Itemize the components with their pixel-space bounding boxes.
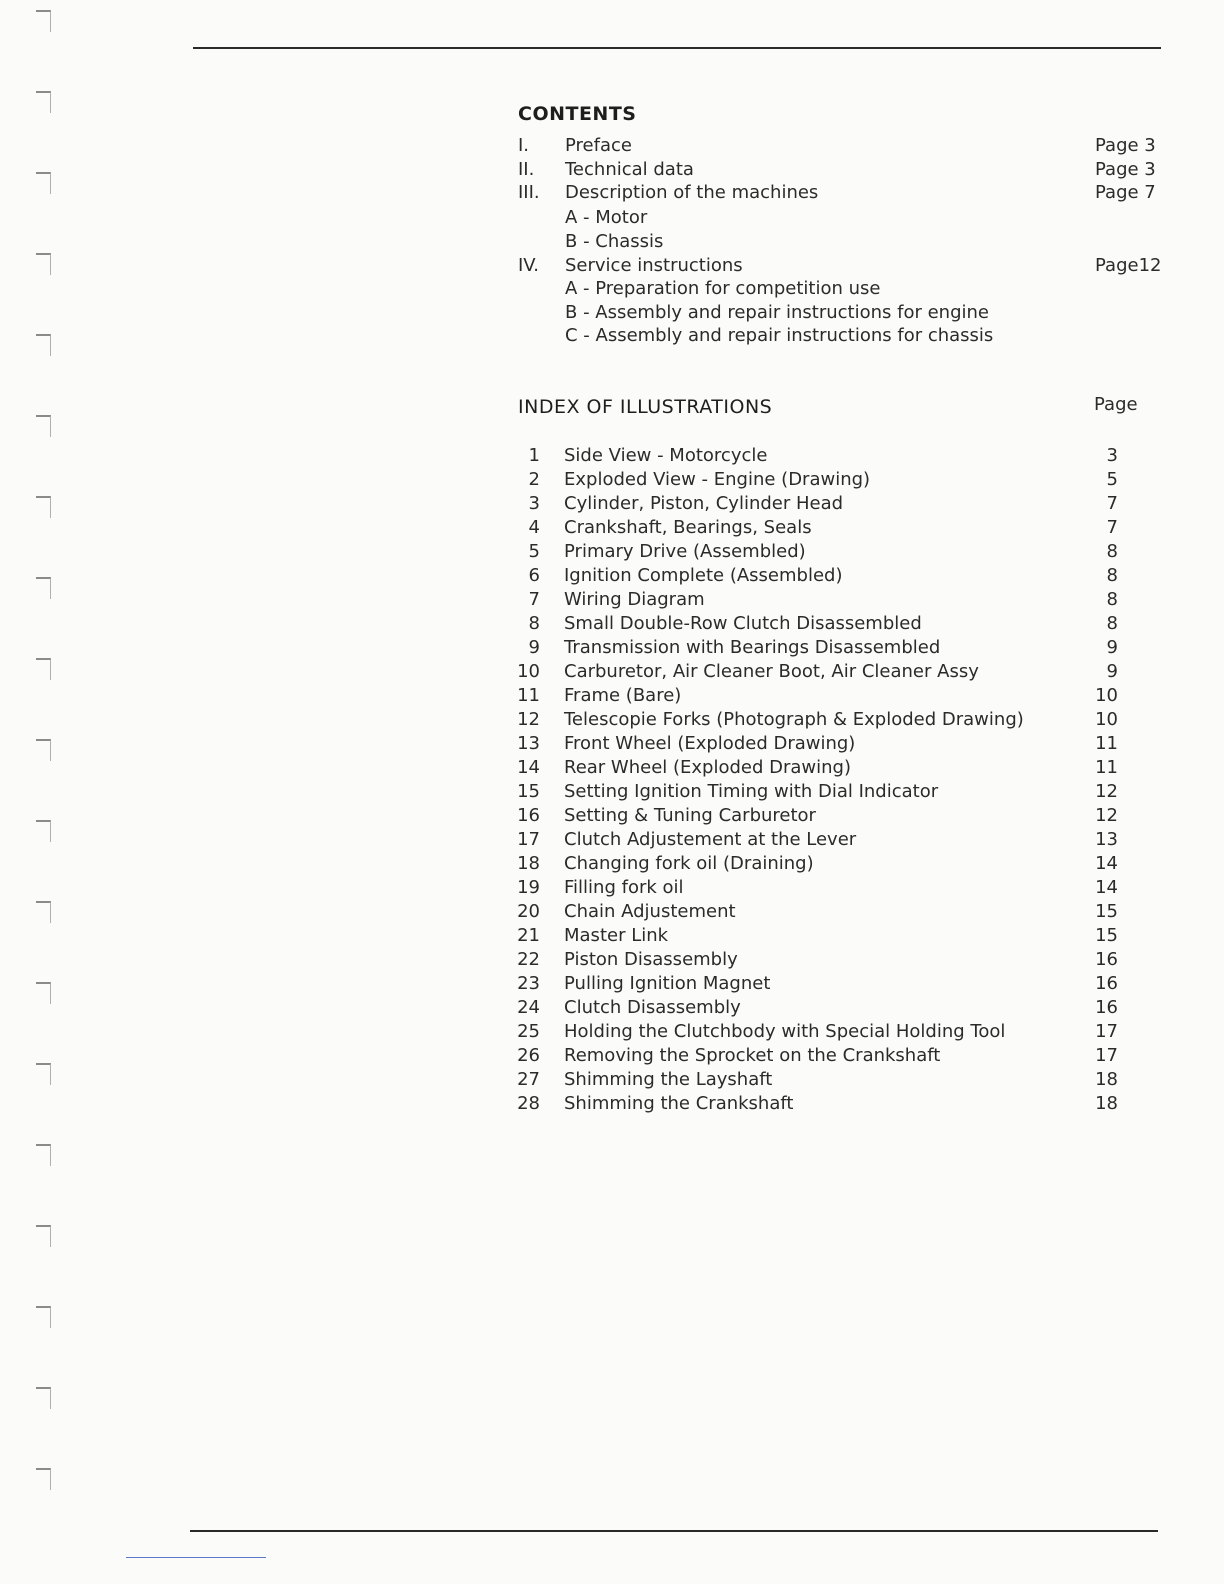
- binder-hole: [36, 577, 51, 599]
- index-title: INDEX OF ILLUSTRATIONS: [518, 396, 773, 418]
- index-row-number: 1: [528, 445, 540, 466]
- index-row-page: 8: [1106, 613, 1118, 634]
- index-row-page: 16: [1095, 997, 1118, 1018]
- contents-row-title: B - Chassis: [565, 231, 664, 252]
- contents-row-page: Page 3: [1095, 135, 1156, 156]
- index-row-number: 2: [528, 469, 540, 490]
- index-row-number: 15: [517, 781, 540, 802]
- index-row-number: 8: [528, 613, 540, 634]
- contents-row-title: A - Motor: [565, 207, 648, 228]
- contents-row-title: B - Assembly and repair instructions for engine: [565, 302, 990, 323]
- index-row-page: 11: [1095, 757, 1118, 778]
- index-row-number: 19: [517, 877, 540, 898]
- index-row-title: Telescopie Forks (Photograph & Exploded Drawing): [564, 709, 1024, 730]
- binder-hole: [36, 1063, 51, 1085]
- contents-row-page: Page12: [1095, 255, 1162, 276]
- binder-hole: [36, 901, 51, 923]
- index-row-title: Front Wheel (Exploded Drawing): [564, 733, 856, 754]
- index-row-title: Filling fork oil: [564, 877, 684, 898]
- index-row-title: Removing the Sprocket on the Crankshaft: [564, 1045, 941, 1066]
- index-row-number: 22: [517, 949, 540, 970]
- contents-row-number: I.: [518, 135, 530, 156]
- binder-punch-marks: [30, 0, 60, 1584]
- index-row-number: 21: [517, 925, 540, 946]
- index-row-number: 27: [517, 1069, 540, 1090]
- index-row-title: Ignition Complete (Assembled): [564, 565, 843, 586]
- index-row-number: 13: [517, 733, 540, 754]
- index-row-page: 11: [1095, 733, 1118, 754]
- index-row-number: 24: [517, 997, 540, 1018]
- index-row-page: 12: [1095, 805, 1118, 826]
- index-row-page: 17: [1095, 1045, 1118, 1066]
- contents-row-title: C - Assembly and repair instructions for chassis: [565, 325, 994, 346]
- index-row-number: 28: [517, 1093, 540, 1114]
- index-row-number: 3: [528, 493, 540, 514]
- index-row-title: Exploded View - Engine (Drawing): [564, 469, 871, 490]
- binder-hole: [36, 10, 51, 32]
- index-row-number: 5: [528, 541, 540, 562]
- index-row-number: 25: [517, 1021, 540, 1042]
- binder-hole: [36, 1306, 51, 1328]
- index-row-page: 14: [1095, 853, 1118, 874]
- index-row-page: 14: [1095, 877, 1118, 898]
- index-row-page: 5: [1106, 469, 1118, 490]
- contents-row-number: IV.: [518, 255, 540, 276]
- index-row-title: Cylinder, Piston, Cylinder Head: [564, 493, 844, 514]
- index-row-title: Chain Adjustement: [564, 901, 736, 922]
- index-row-title: Shimming the Crankshaft: [564, 1093, 794, 1114]
- index-row-page: 17: [1095, 1021, 1118, 1042]
- binder-hole: [36, 172, 51, 194]
- index-page-header: Page: [1094, 394, 1138, 415]
- index-row-title: Changing fork oil (Draining): [564, 853, 814, 874]
- index-row-page: 10: [1095, 709, 1118, 730]
- index-row-page: 16: [1095, 949, 1118, 970]
- index-row-page: 7: [1106, 493, 1118, 514]
- binder-hole: [36, 1225, 51, 1247]
- index-row-page: 13: [1095, 829, 1118, 850]
- index-row-number: 16: [517, 805, 540, 826]
- index-row-page: 9: [1106, 637, 1118, 658]
- binder-hole: [36, 658, 51, 680]
- index-row-page: 12: [1095, 781, 1118, 802]
- binder-hole: [36, 496, 51, 518]
- binder-hole: [36, 982, 51, 1004]
- index-row-title: Holding the Clutchbody with Special Holding Tool: [564, 1021, 1006, 1042]
- contents-row-title: A - Preparation for competition use: [565, 278, 881, 299]
- index-row-page: 10: [1095, 685, 1118, 706]
- index-row-page: 16: [1095, 973, 1118, 994]
- contents-row-title: Preface: [565, 135, 632, 156]
- footer-line: [126, 1557, 266, 1558]
- binder-hole: [36, 739, 51, 761]
- binder-hole: [36, 820, 51, 842]
- binder-hole: [36, 1468, 51, 1490]
- index-row-number: 18: [517, 853, 540, 874]
- index-row-number: 9: [528, 637, 540, 658]
- binder-hole: [36, 91, 51, 113]
- index-row-page: 3: [1106, 445, 1118, 466]
- index-row-page: 15: [1095, 901, 1118, 922]
- index-row-number: 26: [517, 1045, 540, 1066]
- index-row-page: 15: [1095, 925, 1118, 946]
- index-row-page: 18: [1095, 1093, 1118, 1114]
- index-row-title: Setting & Tuning Carburetor: [564, 805, 816, 826]
- index-row-page: 8: [1106, 589, 1118, 610]
- bottom-rule: [190, 1530, 1158, 1532]
- binder-hole: [36, 253, 51, 275]
- index-row-page: 8: [1106, 565, 1118, 586]
- index-row-page: 7: [1106, 517, 1118, 538]
- index-row-number: 4: [528, 517, 540, 538]
- index-row-page: 9: [1106, 661, 1118, 682]
- contents-row-page: Page 3: [1095, 159, 1156, 180]
- contents-row-number: III.: [518, 182, 540, 203]
- index-row-title: Piston Disassembly: [564, 949, 738, 970]
- contents-title: CONTENTS: [518, 103, 637, 125]
- top-rule: [193, 47, 1161, 49]
- index-row-title: Frame (Bare): [564, 685, 682, 706]
- index-row-number: 10: [517, 661, 540, 682]
- index-row-title: Wiring Diagram: [564, 589, 705, 610]
- index-row-number: 14: [517, 757, 540, 778]
- index-row-number: 11: [517, 685, 540, 706]
- binder-hole: [36, 1144, 51, 1166]
- index-row-title: Crankshaft, Bearings, Seals: [564, 517, 812, 538]
- index-row-number: 23: [517, 973, 540, 994]
- index-row-page: 8: [1106, 541, 1118, 562]
- contents-row-number: II.: [518, 159, 535, 180]
- index-row-title: Transmission with Bearings Disassembled: [564, 637, 941, 658]
- index-row-page: 18: [1095, 1069, 1118, 1090]
- contents-row-title: Technical data: [565, 159, 694, 180]
- contents-row-page: Page 7: [1095, 182, 1156, 203]
- index-row-title: Setting Ignition Timing with Dial Indicator: [564, 781, 939, 802]
- binder-hole: [36, 415, 51, 437]
- index-row-title: Clutch Disassembly: [564, 997, 741, 1018]
- binder-hole: [36, 334, 51, 356]
- index-row-title: Carburetor, Air Cleaner Boot, Air Cleaner Assy: [564, 661, 979, 682]
- index-row-number: 17: [517, 829, 540, 850]
- index-row-title: Side View - Motorcycle: [564, 445, 768, 466]
- index-row-number: 20: [517, 901, 540, 922]
- index-row-title: Master Link: [564, 925, 669, 946]
- index-row-title: Clutch Adjustement at the Lever: [564, 829, 857, 850]
- index-row-title: Shimming the Layshaft: [564, 1069, 773, 1090]
- index-row-number: 6: [528, 565, 540, 586]
- index-row-title: Small Double-Row Clutch Disassembled: [564, 613, 922, 634]
- index-row-title: Primary Drive (Assembled): [564, 541, 806, 562]
- index-row-number: 7: [528, 589, 540, 610]
- index-row-number: 12: [517, 709, 540, 730]
- contents-row-title: Service instructions: [565, 255, 743, 276]
- binder-hole: [36, 1387, 51, 1409]
- index-row-title: Rear Wheel (Exploded Drawing): [564, 757, 852, 778]
- index-row-title: Pulling Ignition Magnet: [564, 973, 771, 994]
- contents-row-title: Description of the machines: [565, 182, 819, 203]
